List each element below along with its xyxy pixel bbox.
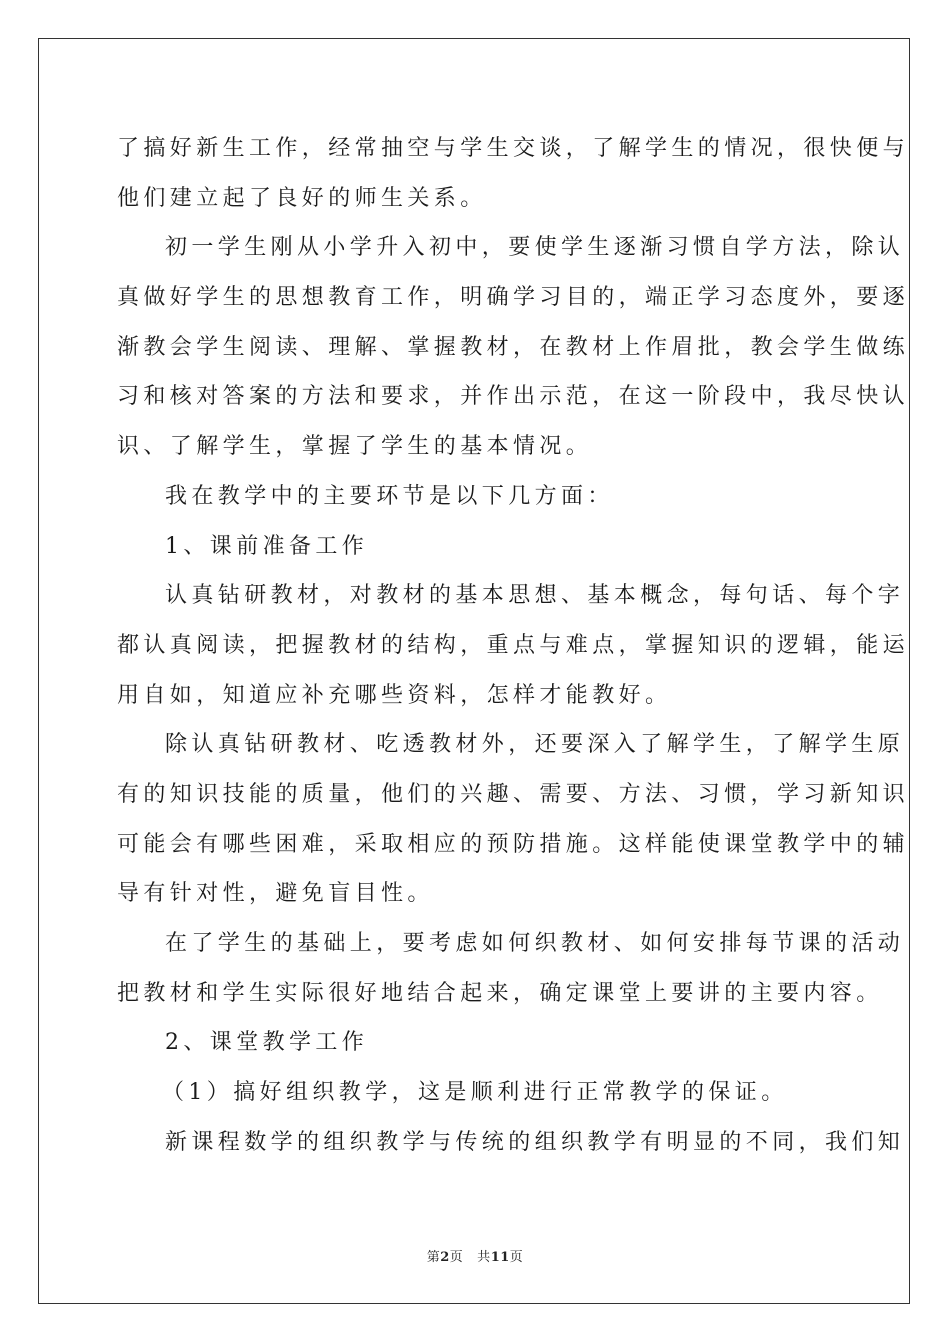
- text-line-18: 把教材和学生实际很好地结合起来，确定课堂上要讲的主要内容。: [117, 980, 883, 1006]
- footer-total-prefix: 共: [477, 1250, 491, 1265]
- text-line-3: 初一学生刚从小学升入初中，要使学生逐渐习惯自学方法，除认: [165, 235, 905, 261]
- text-line-12: 用自如，知道应补充哪些资料，怎样才能教好。: [117, 682, 672, 708]
- text-line-7: 识、了解学生，掌握了学生的基本情况。: [117, 434, 593, 460]
- text-line-13: 除认真钻研教材、吃透教材外，还要深入了解学生，了解学生原: [165, 732, 905, 758]
- text-line-1: 了搞好新生工作，经常抽空与学生交谈，了解学生的情况，很快便与: [117, 136, 910, 161]
- subsection-heading-1: （1）搞好组织教学，这是顺利进行正常教学的保证。: [162, 1080, 788, 1106]
- text-line-17: 在了学生的基础上，要考虑如何织教材、如何安排每节课的活动: [165, 931, 905, 956]
- text-line-21: 新课程数学的组织教学与传统的组织教学有明显的不同，我们知: [165, 1129, 905, 1155]
- text-line-4: 真做好学生的思想教育工作，明确学习目的，端正学习态度外，要逐: [117, 285, 910, 311]
- text-line-14: 有的知识技能的质量，他们的兴趣、需要、方法、习惯，学习新知识: [117, 781, 910, 807]
- text-line-8: 我在教学中的主要环节是以下几方面：: [165, 483, 614, 509]
- document-body: [117, 124, 910, 1167]
- page-footer: [0, 1246, 950, 1265]
- text-line-10: 认真钻研教材，对教材的基本思想、基本概念，每句话、每个字: [165, 583, 905, 609]
- footer-prefix: 第: [426, 1250, 441, 1265]
- page-number: 2: [440, 1250, 450, 1265]
- text-line-16: 导有针对性，避免盲目性。: [117, 881, 434, 907]
- section-heading-1: 1、课前准备工作: [165, 533, 369, 559]
- total-pages: 11: [490, 1250, 510, 1265]
- text-line-6: 习和核对答案的方法和要求，并作出示范，在这一阶段中，我尽快认: [117, 384, 910, 410]
- text-line-11: 都认真阅读，把握教材的结构，重点与难点，掌握知识的逻辑，能运: [117, 632, 910, 658]
- footer-page-unit: 页: [449, 1250, 464, 1265]
- text-line-2: 他们建立起了良好的师生关系。: [117, 185, 487, 211]
- section-heading-2: 2、课堂教学工作: [165, 1030, 369, 1056]
- text-line-15: 可能会有哪些困难，采取相应的预防措施。这样能使课堂教学中的辅: [117, 831, 910, 857]
- text-line-5: 渐教会学生阅读、理解、掌握教材，在教材上作眉批，教会学生做练: [117, 334, 910, 360]
- footer-total-unit: 页: [509, 1250, 524, 1265]
